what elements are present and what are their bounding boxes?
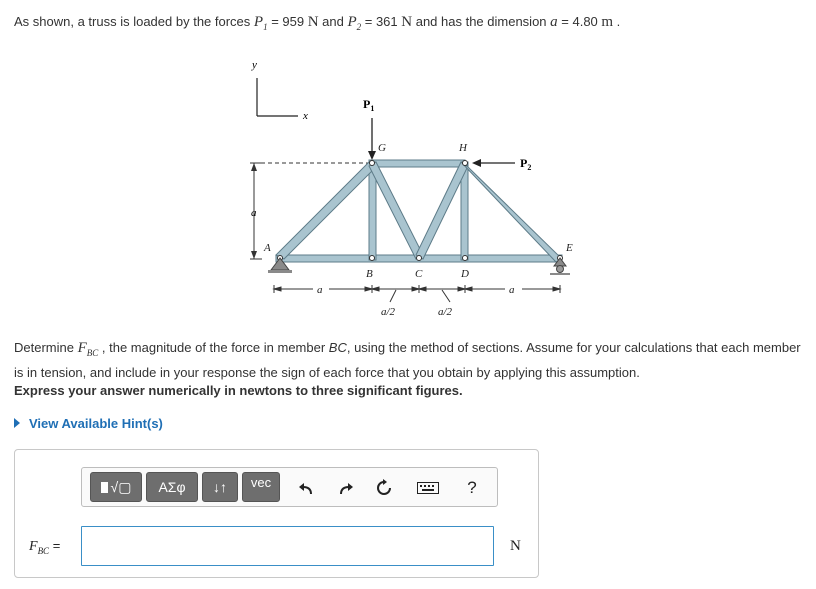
force-p1-arrow	[363, 97, 376, 160]
node-d-label: D	[461, 268, 469, 280]
undo-icon[interactable]	[294, 476, 318, 500]
answer-label: $F_{BC}$ =	[29, 538, 61, 556]
question-text: Determine $F_{BC}$ , the magnitude of the force in member BC, using the method of sections. Assume for your calculations that each member is in tension, and include in your response the sign of each force that you obtain by applying this assumption.	[14, 340, 801, 380]
math-toolbar	[81, 467, 498, 507]
dim-half1-label: a/2	[381, 306, 396, 318]
member-he	[461, 162, 562, 262]
expand-triangle-icon	[14, 418, 20, 428]
dim-right-label: a	[509, 284, 515, 296]
force-p2-arrow	[472, 156, 531, 172]
dim-half2-label: a/2	[438, 306, 453, 318]
axis-x-label: x	[303, 110, 308, 122]
truss	[276, 160, 562, 262]
node-g-label: G	[378, 142, 386, 154]
node-a-label: A	[264, 242, 271, 254]
reset-icon[interactable]	[372, 476, 396, 500]
node-b-label: B	[366, 268, 373, 280]
axes	[251, 59, 308, 122]
template-block-icon	[101, 482, 108, 493]
dim-height-label: a	[251, 207, 257, 219]
p1-symbol: $P_1$	[253, 14, 268, 32]
node-e-label: E	[566, 242, 573, 254]
redo-icon[interactable]	[334, 476, 358, 500]
member-gc	[369, 162, 423, 259]
answer-panel	[14, 449, 539, 578]
dim-left-label: a	[317, 284, 323, 296]
vector-button[interactable]: vec	[242, 472, 280, 502]
force-p2-label: $P_2$	[520, 156, 532, 172]
view-hints-link[interactable]: View Available Hint(s)	[14, 416, 163, 431]
node-c-label: C	[415, 268, 423, 280]
force-p1-label: $P_1$	[363, 97, 375, 113]
truss-figure	[240, 52, 580, 327]
answer-instruction: Express your answer numerically in newtons to three significant figures.	[14, 383, 463, 398]
member-gh	[369, 160, 465, 167]
arrows-button[interactable]: ↓↑	[202, 472, 238, 502]
member-ag	[276, 162, 376, 259]
height-dimension	[250, 163, 262, 259]
keyboard-icon[interactable]	[414, 476, 442, 500]
templates-button[interactable]: √▢	[90, 472, 142, 502]
greek-symbols-button[interactable]: ΑΣφ	[146, 472, 198, 502]
answer-input[interactable]	[81, 526, 494, 566]
answer-unit: N	[510, 538, 521, 554]
fbc-symbol: $F_{BC}$	[77, 340, 99, 358]
problem-statement: As shown, a truss is loaded by the forces $P_1 = 959$ N and $P_2 = 361$ N and has the dimension a = 4.80 m .	[14, 14, 621, 32]
help-button[interactable]: ?	[467, 478, 477, 497]
member-ch	[416, 162, 468, 259]
node-h-label: H	[459, 142, 467, 154]
p2-symbol: $P_2$	[347, 14, 362, 32]
axis-y-label: y	[252, 59, 257, 71]
